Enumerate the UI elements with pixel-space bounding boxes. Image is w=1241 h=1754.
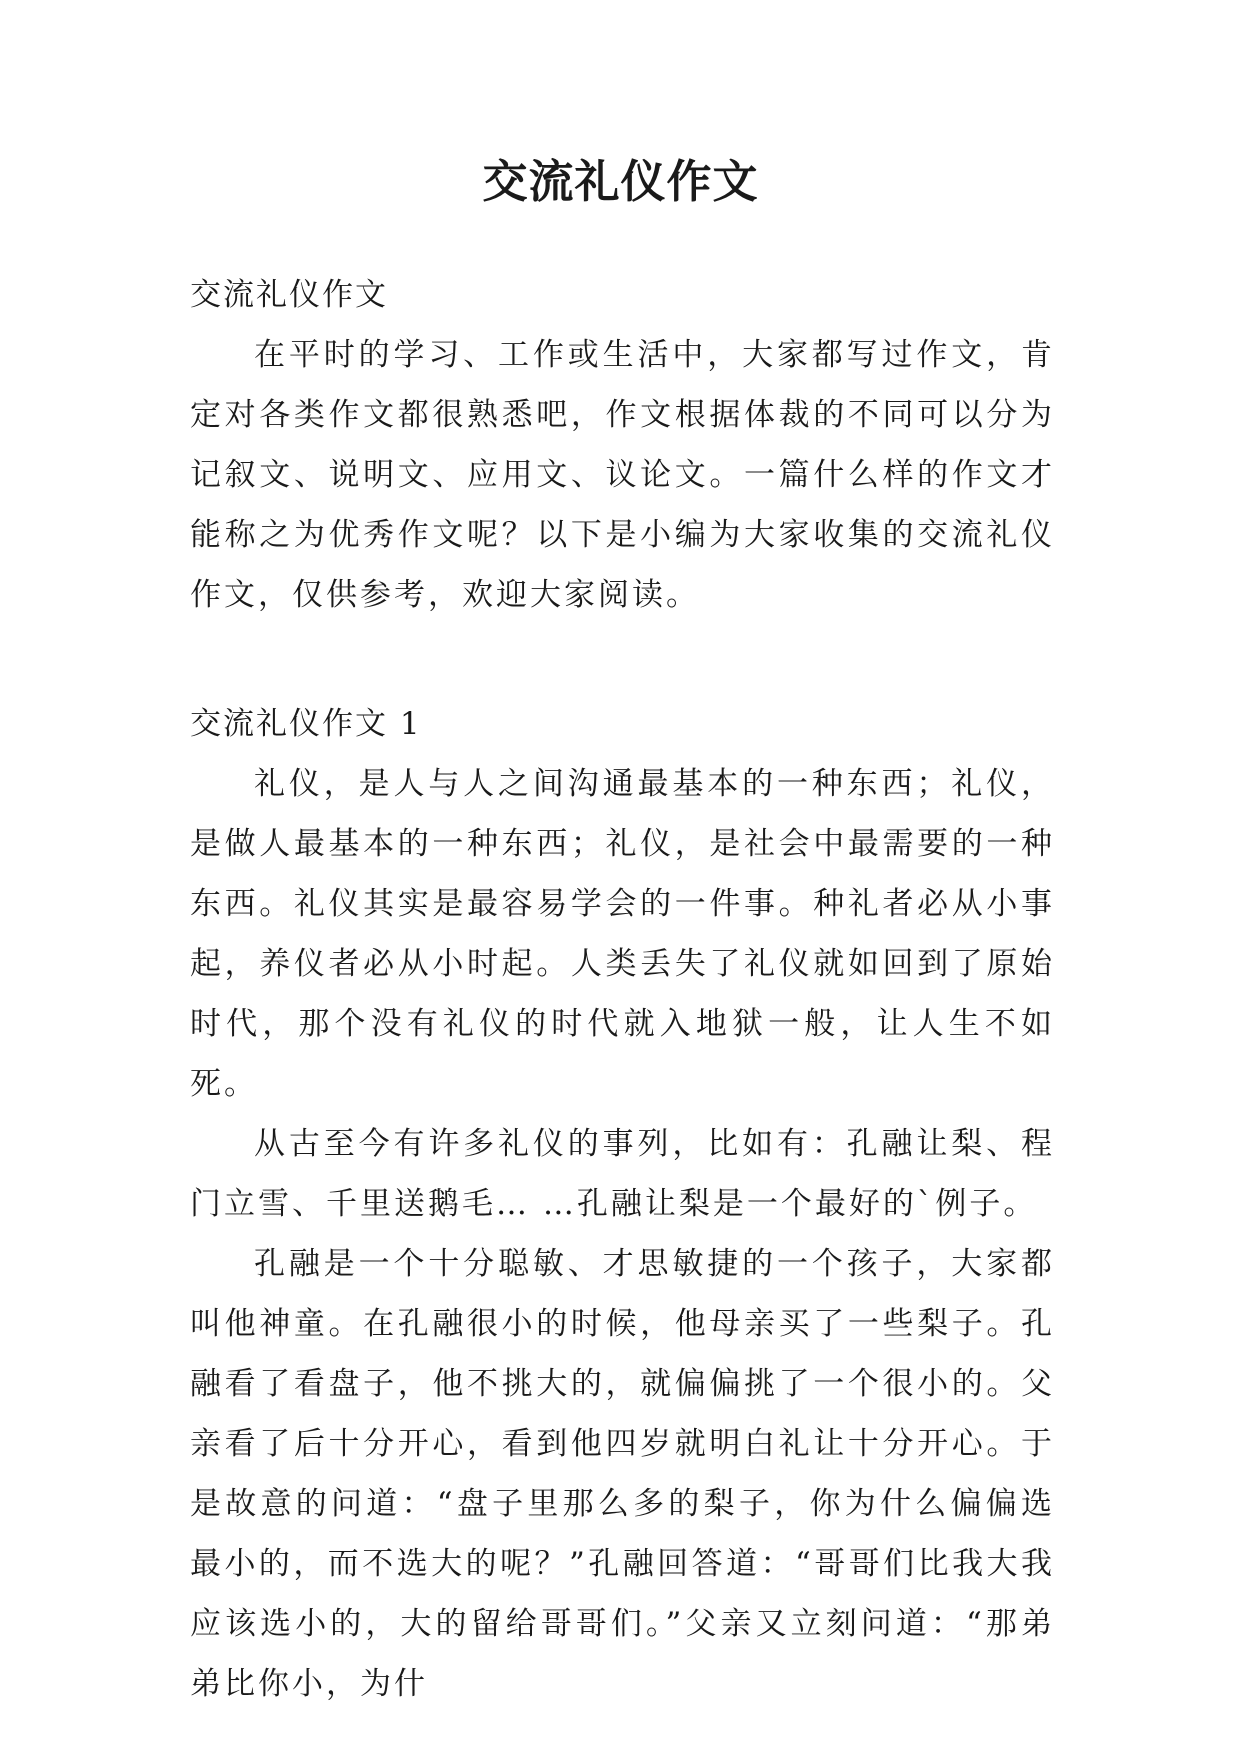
intro-heading: 交流礼仪作文: [190, 277, 388, 313]
intro-body: [190, 325, 1055, 625]
section1-paragraph: 礼仪，是人与人之间沟通最基本的一种东西；礼仪，是做人最基本的一种东西；礼仪，是社会中最需要的一种东西。礼仪其实是最容易学会的一件事。种礼者必从小事起，养仪者必从小时起。人类丢失了礼仪就如回到了原始时代，那个没有礼仪的时代就入地狱一般，让人生不如死。: [190, 766, 1055, 1102]
section1-paragraph: 从古至今有许多礼仪的事列，比如有：孔融让梨、程门立雪、千里送鹅毛… …孔融让梨是一个最好的`例子。: [190, 1126, 1055, 1222]
section1-body: [190, 754, 1055, 1714]
intro-paragraph: 在平时的学习、工作或生活中，大家都写过作文，肯定对各类作文都很熟悉吧，作文根据体裁的不同可以分为记叙文、说明文、应用文、议论文。一篇什么样的作文才能称之为优秀作文呢？以下是小编为大家收集的交流礼仪作文，仅供参考，欢迎大家阅读。: [190, 337, 1055, 613]
section1-heading: 交流礼仪作文 1: [190, 706, 422, 742]
section1-paragraph: 孔融是一个十分聪敏、才思敏捷的一个孩子，大家都叫他神童。在孔融很小的时候，他母亲买了一些梨子。孔融看了看盘子，他不挑大的，就偏偏挑了一个很小的。父亲看了后十分开心，看到他四岁就明白礼让十分开心。于是故意的问道：“盘子里那么多的梨子，你为什么偏偏选最小的，而不选大的呢？”孔融回答道：“哥哥们比我大我应该选小的，大的留给哥哥们。”父亲又立刻问道：“那弟弟比你小，为什: [190, 1246, 1055, 1702]
document-title: 交流礼仪作文: [482, 155, 759, 208]
